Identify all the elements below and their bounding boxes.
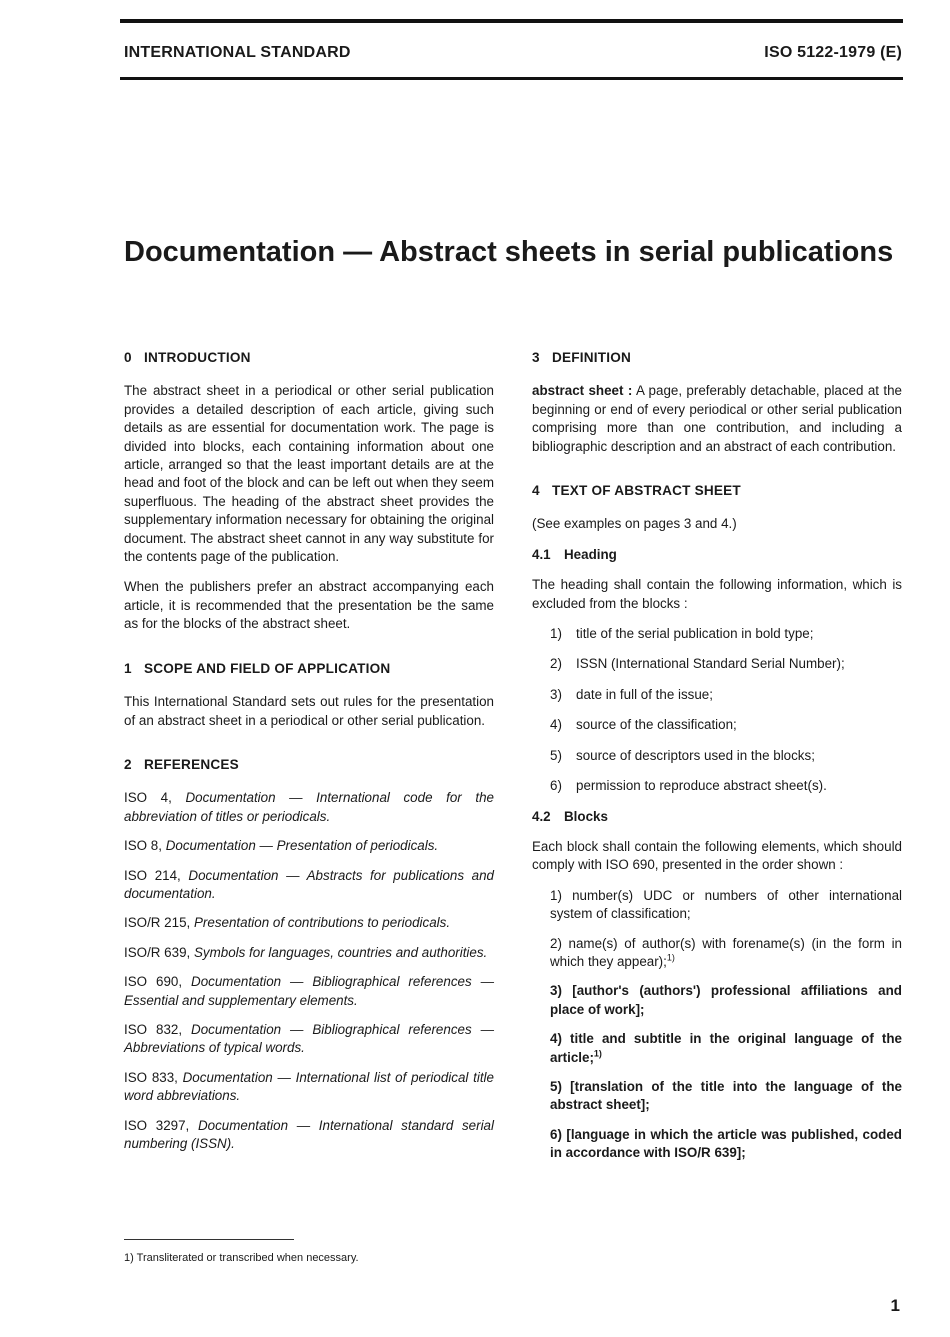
subsection-heading-heading: 4.1 Heading <box>532 546 617 562</box>
reference-item: ISO/R 639, Symbols for languages, countries and authorities. <box>124 944 488 960</box>
header-standard-label: INTERNATIONAL STANDARD <box>124 44 351 61</box>
page-number: 1 <box>890 1296 900 1315</box>
footnote-ref: 1) <box>666 952 675 963</box>
section-scope-heading: 1 SCOPE AND FIELD OF APPLICATION <box>124 660 391 676</box>
reference-item: ISO/R 215, Presentation of contributions to periodicals. <box>124 915 451 931</box>
section-references-heading: 2 REFERENCES <box>124 756 239 772</box>
list-item: 5) source of descriptors used in the blocks; <box>550 747 815 763</box>
reference-item: ISO 8, Documentation — Presentation of periodicals. <box>124 838 439 854</box>
block-item: 4) title and subtitle in the original language of the article;$^{1)}$ <box>550 1031 902 1065</box>
reference-item: ISO 214, Documentation — Abstracts for publications and documentation. <box>124 867 494 901</box>
header-top-rule <box>120 19 903 23</box>
definition-paragraph: abstract sheet : A page, preferably detachable, placed at the beginning or end of every periodical or other serial publication comprising more than one contribution, and including a bibliographic description and an abstract of each contribution. <box>532 383 902 454</box>
heading-intro: The heading shall contain the following information, which is excluded from the blocks : <box>532 577 902 611</box>
list-item: 6) permission to reproduce abstract sheet(s). <box>550 778 827 794</box>
reference-item: ISO 833, Documentation — International list of periodical title word abbreviations. <box>124 1069 494 1104</box>
reference-item: ISO 4, Documentation — International code for the abbreviation of titles or periodicals. <box>124 790 494 824</box>
text-note: (See examples on pages 3 and 4.) <box>532 516 737 532</box>
introduction-paragraph-2: When the publishers prefer an abstract accompanying each article, it is recommended that the presentation be the same as for the blocks of the abstract sheet. <box>124 579 494 632</box>
list-item: 2) ISSN (International Standard Serial Number); <box>550 656 845 672</box>
block-item: 3) [author's (authors') professional affiliations and place of work]; <box>550 983 902 1017</box>
reference-item: ISO 832, Documentation — Bibliographical references — Abbreviations of typical words. <box>124 1021 494 1056</box>
left-column <box>124 349 494 1164</box>
block-item: 1) number(s) UDC or numbers of other international system of classification; <box>550 887 902 922</box>
footnote-rule <box>124 1239 294 1240</box>
block-item: 2) name(s) of author(s) with forename(s) (in the form in which they appear);$^{1)}$ <box>550 935 902 969</box>
reference-item: ISO 690, Documentation — Bibliographical references — Essential and supplementary elements. <box>124 974 494 1008</box>
right-column <box>532 349 902 1174</box>
section-text-heading: 4 TEXT OF ABSTRACT SHEET <box>532 483 741 499</box>
list-item: 4) source of the classification; <box>550 717 737 733</box>
block-item: 6) [language in which the article was published, coded in accordance with ISO/R 639]; <box>550 1126 902 1161</box>
subsection-blocks-heading: 4.2 Blocks <box>532 808 608 824</box>
blocks-intro: Each block shall contain the following elements, which should comply with ISO 690, presented in the order shown : <box>532 838 902 873</box>
heading-items-list <box>532 625 902 795</box>
introduction-paragraph-1: The abstract sheet in a periodical or other serial publication provides a detailed description of each article, giving such details as are essential for documentation work. The page is divided into blocks, each containing information about one article, arranged so that the least important details are at the head and foot of the block and can be left out when they seem superfluous. The heading of the abstract sheet provides the supplementary information necessary for obtaining the original document. The abstract sheet cannot in any way substitute for the contents page of the publication. <box>124 383 494 565</box>
footnote: 1) Transliterated or transcribed when necessary. <box>124 1252 359 1264</box>
block-item: 5) [translation of the title into the language of the abstract sheet]; <box>550 1078 902 1113</box>
references-list <box>124 789 494 1153</box>
section-definition-heading: 3 DEFINITION <box>532 350 632 365</box>
header-bottom-rule <box>120 77 903 80</box>
list-item: 1) title of the serial publication in bold type; <box>550 626 814 642</box>
list-item: 3) date in full of the issue; <box>550 686 713 702</box>
footnote-ref: 1) <box>593 1048 602 1059</box>
document-title: Documentation — Abstract sheets in serial publications <box>124 236 894 268</box>
scope-paragraph: This International Standard sets out rules for the presentation of an abstract sheet in a periodical or other serial publication. <box>124 694 494 728</box>
section-introduction-heading: 0 INTRODUCTION <box>124 350 251 365</box>
reference-item: ISO 3297, Documentation — International standard serial numbering (ISSN). <box>124 1117 494 1151</box>
definition-term: abstract sheet : <box>532 383 633 399</box>
header-standard-number: ISO 5122-1979 (E) <box>764 44 902 61</box>
